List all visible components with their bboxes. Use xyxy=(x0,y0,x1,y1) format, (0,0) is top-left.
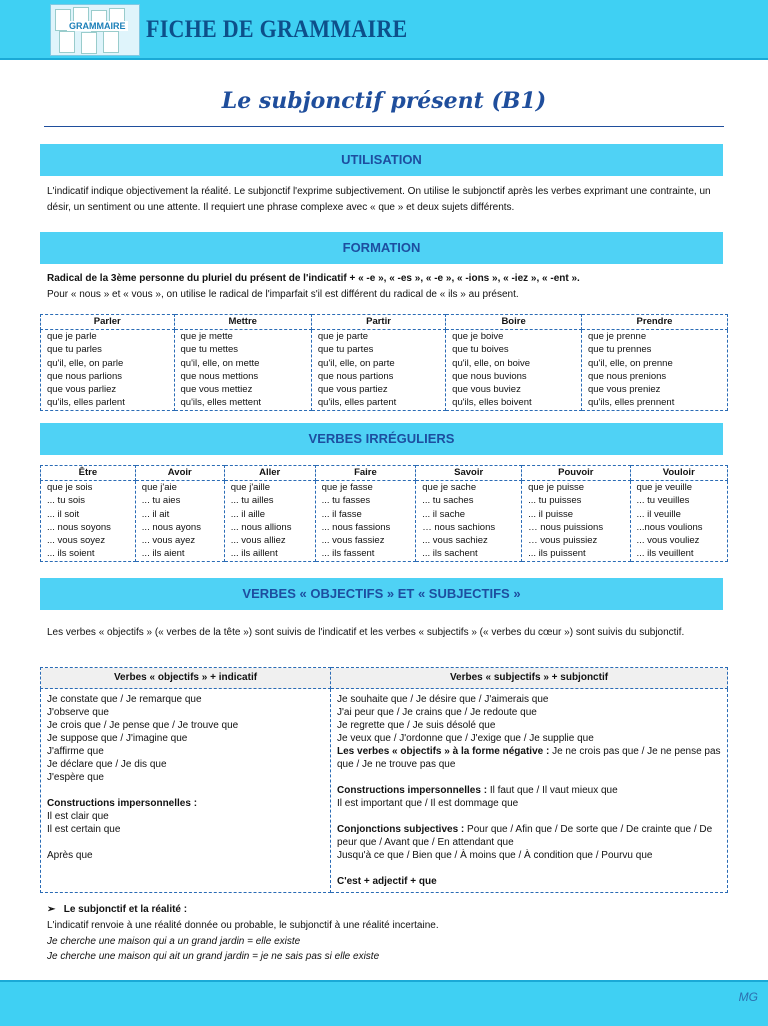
table-row xyxy=(41,689,728,893)
conjugation-line: qu'ils, elles mettent xyxy=(180,397,261,409)
conjugation-cell xyxy=(135,481,224,562)
table-header-cell: Avoir xyxy=(135,466,224,481)
conjugation-line: que tu boives xyxy=(452,344,509,356)
conjugation-line: que je puisse xyxy=(528,482,585,493)
conjugation-line: que nous prenions xyxy=(588,370,667,382)
reality-example-2: Je cherche une maison qui ait un grand jardin = je ne sais pas si elle existe xyxy=(47,951,380,962)
conjugation-cell xyxy=(174,330,311,411)
conjugation-line: que vous buviez xyxy=(452,384,521,396)
conjugation-line: que je parle xyxy=(47,331,97,342)
table-header-cell: Être xyxy=(41,466,136,481)
objectifs-cell xyxy=(41,689,331,893)
grammar-logo xyxy=(50,4,140,56)
verb-line: Je souhaite que / Je désire que / J'aimerais que xyxy=(337,694,549,705)
impersonal-title: Constructions impersonnelles : xyxy=(47,798,198,809)
impersonal-label: Constructions impersonnelles : xyxy=(337,785,488,796)
conjunction-line xyxy=(337,823,721,849)
table-header-cell: Mettre xyxy=(174,315,311,330)
reality-block xyxy=(47,918,723,965)
reality-title-line xyxy=(47,904,187,915)
irregular-verbs-table xyxy=(40,465,728,562)
conjugation-cell xyxy=(446,330,582,411)
conjugation-cell xyxy=(224,481,315,562)
objectifs-header: Verbes « objectifs » + indicatif xyxy=(41,668,331,689)
conjugation-line: qu'il, elle, on parle xyxy=(47,357,124,369)
conjugation-cell xyxy=(41,481,136,562)
negative-form-line xyxy=(337,745,721,771)
conjugation-line: ... vous vouliez xyxy=(636,535,700,547)
formation-note: Pour « nous » et « vous », on utilise le radical de l'imparfait s'il est différent du radical de « ils » au présent. xyxy=(47,289,519,300)
conjugation-line: ... il sache xyxy=(422,508,466,520)
conjugation-line: que vous parliez xyxy=(47,384,117,396)
regular-verbs-table xyxy=(40,314,728,411)
conjugation-line: que je boive xyxy=(452,331,504,342)
reality-text: L'indicatif renvoie à une réalité donnée ou probable, le subjonctif à une réalité incertaine. xyxy=(47,920,439,931)
table-header-cell: Parler xyxy=(41,315,175,330)
conjugation-line: ... nous soyons xyxy=(47,521,111,533)
conjugation-line: que je fasse xyxy=(321,482,373,493)
conjugation-line: ... tu fasses xyxy=(321,495,371,507)
conjugation-line: ... nous fassions xyxy=(321,521,391,533)
arrow-bullet-icon: ➢ xyxy=(47,904,56,915)
conjugation-line: que tu prennes xyxy=(588,344,652,356)
verb-line: Je constate que / Je remarque que xyxy=(47,694,202,705)
conjugation-line: … nous puissions xyxy=(528,521,604,533)
conjugation-line: que tu mettes xyxy=(180,344,239,356)
conjugation-line: ... vous ayez xyxy=(141,535,196,547)
conjugation-line: … nous sachions xyxy=(422,521,496,533)
conjugation-cell xyxy=(630,481,727,562)
footer-bar xyxy=(0,980,768,1026)
negative-form-label: Les verbes « objectifs » à la forme négative : xyxy=(337,746,550,757)
table-header-row xyxy=(41,466,728,481)
conjugation-line: que je parte xyxy=(317,331,369,342)
verb-line: Je veux que / J'ordonne que / J'exige que / Je supplie que xyxy=(337,733,594,744)
verb-line: Je crois que / Je pense que / Je trouve que xyxy=(47,720,239,731)
table-header-cell: Savoir xyxy=(416,466,522,481)
section-header-utilisation: UTILISATION xyxy=(40,144,723,176)
conjugation-line: que vous partiez xyxy=(317,384,388,396)
table-header-cell: Faire xyxy=(315,466,416,481)
conjunction-text: Pour que / Afin que / De sorte que / De crainte que / De peur que / Avant que / En attendant que xyxy=(337,824,713,848)
conjugation-line: ... ils aillent xyxy=(230,548,278,560)
verb-line: J'ai peur que / Je crains que / Je redoute que xyxy=(337,707,537,718)
verb-line: J'espère que xyxy=(47,772,104,783)
table-row xyxy=(41,481,728,562)
conjugation-cell xyxy=(416,481,522,562)
conjugation-line: ... tu saches xyxy=(422,495,474,507)
conjugation-line: ... il fasse xyxy=(321,508,362,520)
conjugation-line: qu'il, elle, on mette xyxy=(180,357,260,369)
conjugation-line: ... ils puissent xyxy=(528,548,586,560)
conjugation-line: ... il veuille xyxy=(636,508,681,520)
conjugation-line: ... vous soyez xyxy=(47,535,106,547)
conjugation-cell xyxy=(311,330,445,411)
conjugation-line: ... nous ayons xyxy=(141,521,201,533)
impersonal-text: Il faut que / Il vaut mieux que xyxy=(489,785,618,796)
table-header-cell: Aller xyxy=(224,466,315,481)
conjugation-line: ... il soit xyxy=(47,508,80,520)
verb-line: Je suppose que / J'imagine que xyxy=(47,733,188,744)
conjugation-line: que nous mettions xyxy=(180,370,259,382)
objectifs-intro: Les verbes « objectifs » (« verbes de la tête ») sont suivis de l'indicatif et les verbes « subjectifs » (« verbes du cœur ») sont suivis du subjonctif. xyxy=(47,627,685,638)
section-header-formation: FORMATION xyxy=(40,232,723,264)
conjugation-line: ... ils veuillent xyxy=(636,548,694,560)
conjugation-line: que nous parlions xyxy=(47,370,122,382)
conjugation-line: ... nous allions xyxy=(230,521,292,533)
conjugation-line: que je mette xyxy=(180,331,233,342)
conjugation-line: que vous mettiez xyxy=(180,384,253,396)
conjugation-line: qu'ils, elles boivent xyxy=(452,397,532,409)
conjugation-line: ... ils fassent xyxy=(321,548,375,560)
conjugation-line: ... ils aient xyxy=(141,548,185,560)
conjugation-line: que je veuille xyxy=(636,482,693,493)
verb-line: Je regrette que / Je suis désolé que xyxy=(337,720,496,731)
title-divider xyxy=(44,126,724,127)
conjugation-line: que j'aille xyxy=(230,482,271,493)
conjugation-line: ... tu veuilles xyxy=(636,495,690,507)
conjugation-line: ... tu puisses xyxy=(528,495,582,507)
verb-line: Je déclare que / Je dis que xyxy=(47,759,167,770)
verb-line: Il est important que / Il est dommage que xyxy=(337,798,519,809)
formation-rule: Radical de la 3ème personne du pluriel du présent de l'indicatif + « -e », « -es », « -e », « -ions », « -iez », « -ent ». xyxy=(47,273,580,284)
conjugation-line: qu'ils, elles parlent xyxy=(47,397,125,409)
conjugation-line: ... vous sachiez xyxy=(422,535,488,547)
conjugation-line: ... vous alliez xyxy=(230,535,286,547)
conjugation-line: ...nous voulions xyxy=(636,521,703,533)
conjugation-line: ... il aille xyxy=(230,508,266,520)
negative-form-text: Je ne crois pas que / Je ne pense pas que / Je ne trouve pas que xyxy=(337,746,721,770)
logo-text: GRAMMAIRE xyxy=(69,21,126,31)
table-header-cell: Prendre xyxy=(582,315,728,330)
conjugation-line: ... tu aies xyxy=(141,495,181,507)
objectifs-subjectifs-table xyxy=(40,667,728,893)
header-bar xyxy=(0,0,768,60)
conjugation-line: qu'ils, elles prennent xyxy=(588,397,675,409)
conjugation-line: ... vous fassiez xyxy=(321,535,385,547)
subjectifs-cell xyxy=(331,689,728,893)
conjugation-line: que tu partes xyxy=(317,344,374,356)
conjugation-line: qu'il, elle, on boive xyxy=(452,357,531,369)
conjugation-line: que je sois xyxy=(47,482,93,493)
verb-line: J'observe que xyxy=(47,707,109,718)
conjugation-line: ... tu ailles xyxy=(230,495,274,507)
header-title: FICHE DE GRAMMAIRE xyxy=(146,16,408,43)
conjugation-cell xyxy=(522,481,630,562)
cest-adjectif-line: C'est + adjectif + que xyxy=(337,876,437,887)
subjectifs-header: Verbes « subjectifs » + subjonctif xyxy=(331,668,728,689)
reality-title: Le subjonctif et la réalité : xyxy=(63,904,188,915)
footer-initials: MG xyxy=(738,990,758,1004)
conjugation-line: qu'il, elle, on parte xyxy=(317,357,395,369)
conjugation-cell xyxy=(41,330,175,411)
conjugation-line: que j'aie xyxy=(141,482,177,493)
conjugation-line: ... tu sois xyxy=(47,495,86,507)
conjugation-line: que je sache xyxy=(422,482,477,493)
page-title: Le subjonctif présent (B1) xyxy=(221,88,547,114)
verb-line: J'affirme que xyxy=(47,746,104,757)
table-header-cell: Vouloir xyxy=(630,466,727,481)
table-header-row xyxy=(41,668,728,689)
utilisation-text: L'indicatif indique objectivement la réalité. Le subjonctif l'exprime subjectivement. On utilise le subjonctif après les verbes exprimant une contrainte, un désir, un sentiment ou une attente. Il requiert une phrase complexe avec « que » et deux sujets différents. xyxy=(47,186,711,213)
conjugation-cell xyxy=(315,481,416,562)
table-header-cell: Pouvoir xyxy=(522,466,630,481)
reality-example-1: Je cherche une maison qui a un grand jardin = elle existe xyxy=(47,935,301,947)
conjunction-label: Conjonctions subjectives : xyxy=(337,824,465,835)
conjugation-line: ... il puisse xyxy=(528,508,573,520)
conjugation-line: qu'il, elle, on prenne xyxy=(588,357,673,369)
conjugation-line: que nous buvions xyxy=(452,370,527,382)
table-row xyxy=(41,330,728,411)
conjugation-line: que je prenne xyxy=(588,331,647,342)
section-header-irreguliers: VERBES IRRÉGULIERS xyxy=(40,423,723,455)
table-header-row xyxy=(41,315,728,330)
conjugation-line: que vous preniez xyxy=(588,384,661,396)
verb-line: Il est certain que xyxy=(47,824,121,835)
verb-line: Jusqu'à ce que / Bien que / À moins que / À condition que / Pourvu que xyxy=(337,850,653,861)
conjugation-line: qu'ils, elles partent xyxy=(317,397,397,409)
table-header-cell: Partir xyxy=(311,315,445,330)
conjugation-line: que tu parles xyxy=(47,344,102,356)
conjugation-line: ... il ait xyxy=(141,508,170,520)
conjugation-line: que nous partions xyxy=(317,370,394,382)
conjugation-line: ... ils soient xyxy=(47,548,95,560)
conjugation-line: ... ils sachent xyxy=(422,548,478,560)
section-header-objectifs: VERBES « OBJECTIFS » ET « SUBJECTIFS » xyxy=(40,578,723,610)
conjugation-line: … vous puissiez xyxy=(528,535,598,547)
conjugation-cell xyxy=(582,330,728,411)
verb-line: Il est clair que xyxy=(47,811,109,822)
table-header-cell: Boire xyxy=(446,315,582,330)
impersonal-line xyxy=(337,784,721,797)
verb-line: Après que xyxy=(47,850,93,861)
